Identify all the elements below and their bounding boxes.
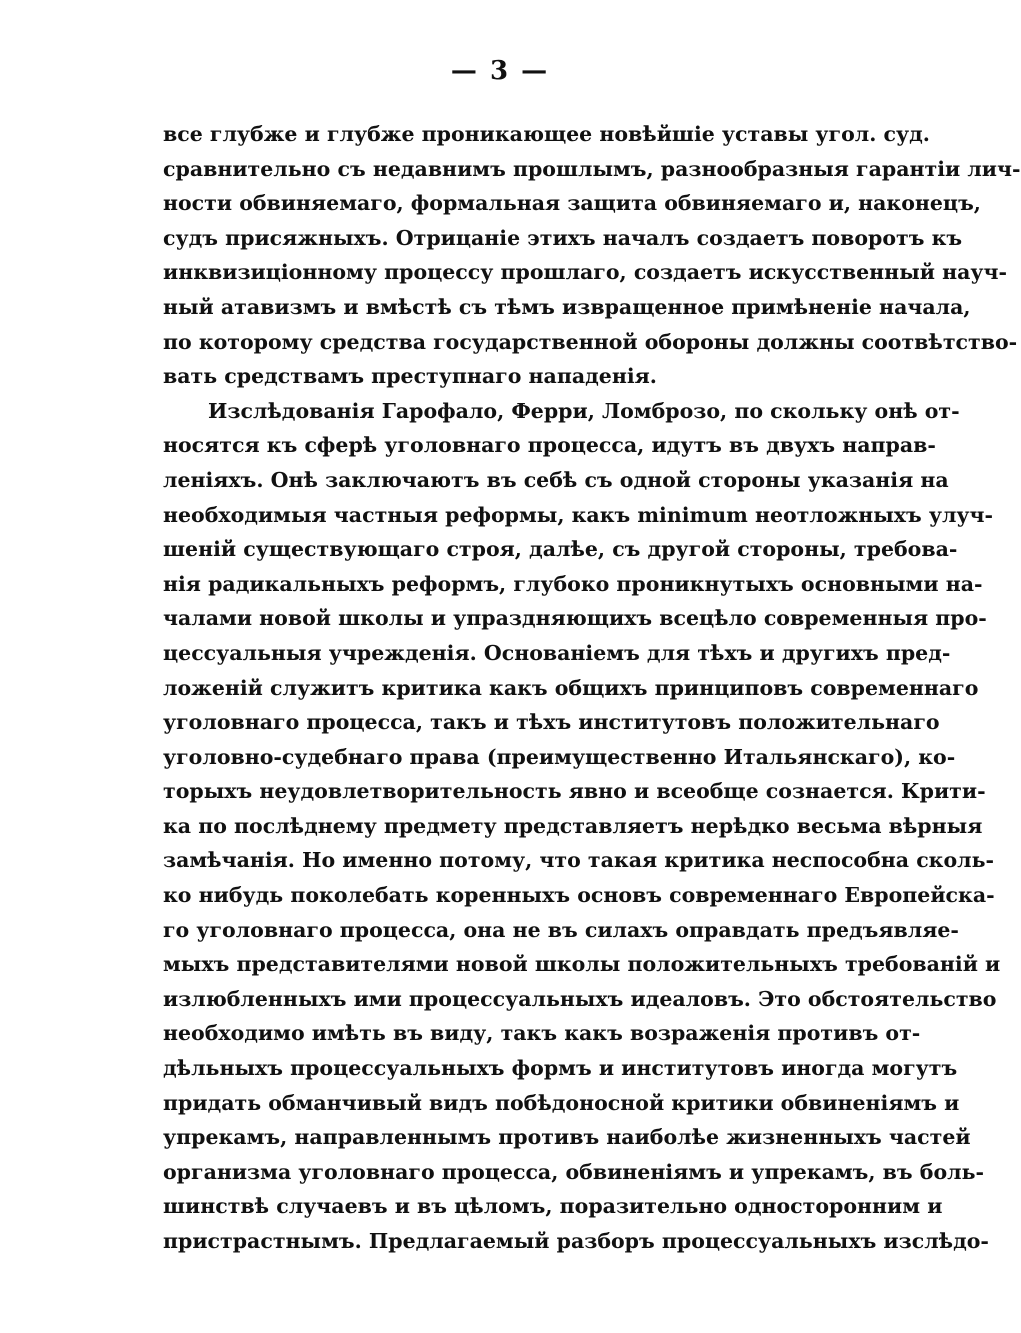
text-line: чалами новой школы и упраздняющихъ всецѣло современныя про- [163,606,987,631]
text-line: необходимыя частныя реформы, какъ minimum неотложныхъ улуч- [163,502,994,527]
text-line: ка по послѣднему предмету представляетъ нерѣдко весьма вѣрныя [163,813,983,838]
text-line: инквизиціонному процессу прошлаго, создаетъ искусственный науч- [163,260,1008,285]
paragraph-1 [163,117,1021,394]
body-text [163,117,1021,1259]
text-line: дѣльныхъ процессуальныхъ формъ и институтовъ иногда могутъ [163,1056,958,1081]
text-line: шинствѣ случаевъ и въ цѣломъ, поразительно односторонним и [163,1194,943,1219]
text-line: упрекамъ, направленнымъ противъ наиболѣе жизненныхъ частей [163,1125,971,1150]
text-line: уголовнаго процесса, такъ и тѣхъ институтовъ положительнаго [163,710,940,735]
text-line: го уголовнаго процесса, она не въ силахъ оправдать предъявляе- [163,917,959,942]
text-line: цессуальныя учрежденія. Основаніемъ для тѣхъ и другихъ пред- [163,640,951,665]
text-line: придать обманчивый видъ побѣдоносной критики обвиненіямъ и [163,1090,960,1115]
text-line: торыхъ неудовлетворительность явно и всеобще сознается. Крити- [163,779,986,804]
text-line: мыхъ представителями новой школы положительныхъ требованій и [163,952,1001,977]
text-line: уголовно-судебнаго права (преимущественно Итальянскаго), ко- [163,744,956,769]
text-line: нія радикальныхъ реформъ, глубоко проникнутыхъ основными на- [163,571,983,596]
text-line: ности обвиняемаго, формальная защита обвиняемаго и, наконецъ, [163,191,981,216]
text-line: все глубже и глубже проникающее новѣйшіе уставы угол. суд. [163,122,930,146]
text-line: Изслѣдованія Гарофало, Ферри, Ломброзо, по скольку онѣ от- [208,398,960,423]
text-line: замѣчанія. Но именно потому, что такая критика неспособна сколь- [163,848,995,873]
text-line: ложеній служитъ критика какъ общихъ принциповъ современнаго [163,675,979,700]
text-line: носятся къ сферѣ уголовнаго процесса, идутъ въ двухъ направ- [163,433,936,458]
text-line: излюбленныхъ ими процессуальныхъ идеаловъ. Это обстоятельство [163,986,997,1011]
text-line: леніяхъ. Онѣ заключаютъ въ себѣ съ одной стороны указанія на [163,467,949,492]
text-line: пристрастнымъ. Предлагаемый разборъ процессуальныхъ изслѣдо- [163,1229,989,1253]
page-number: — 3 — [450,56,550,86]
text-line: ный атавизмъ и вмѣстѣ съ тѣмъ извращенное примѣненіе начала, [163,294,971,319]
text-line: ко нибудь поколебать коренныхъ основъ современнаго Европейска- [163,883,995,908]
text-line: сравнительно съ недавнимъ прошлымъ, разнообразныя гарантіи лич- [163,156,1021,181]
text-line: по которому средства государственной обороны должны соотвѣтство- [163,329,1018,354]
text-line: организма уголовнаго процесса, обвиненіямъ и упрекамъ, въ боль- [163,1159,985,1184]
text-line: судъ присяжныхъ. Отрицаніе этихъ началъ создаетъ поворотъ къ [163,225,963,250]
text-line: необходимо имѣть въ виду, такъ какъ возраженія противъ от- [163,1021,921,1046]
text-line: шеній существующаго строя, далѣе, съ другой стороны, требова- [163,537,958,562]
text-line: вать средствамъ преступнаго нападенія. [163,364,657,389]
paragraph-2 [163,394,1001,1259]
